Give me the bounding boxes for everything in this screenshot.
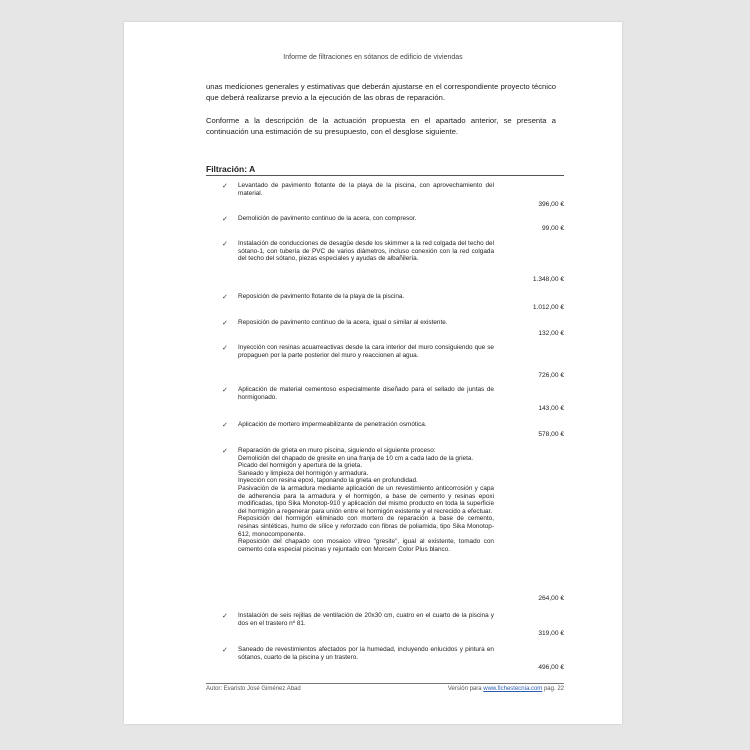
item-price: 1.012,00 € bbox=[532, 304, 564, 311]
item-price: 396,00 € bbox=[538, 201, 564, 208]
item-description: Aplicación de material cementoso especialmente diseñado para el sellado de juntas de hormigonado. bbox=[238, 386, 494, 401]
footer-link[interactable]: www.fichestecnia.com bbox=[483, 686, 543, 692]
item-description: Reposición de pavimento continuo de la acera, igual o similar al existente. bbox=[238, 319, 448, 326]
item-price: 264,00 € bbox=[538, 595, 564, 602]
footer-version-prefix: Versión para bbox=[447, 686, 482, 692]
item-price: 99,00 € bbox=[542, 225, 564, 232]
item-price: 132,00 € bbox=[538, 330, 564, 337]
item-price: 143,00 € bbox=[538, 405, 564, 412]
item-description: Demolición de pavimento continuo de la acera, con compresor. bbox=[238, 215, 417, 222]
body-paragraph-1: unas mediciones generales y estimativas que deberán ajustarse en el correspondiente proyecto técnico que deberá realizarse previo a la ejecución de las obras de reparación. bbox=[206, 82, 556, 102]
item-description: Inyección con resinas acuarreactivas desde la cara interior del muro consiguiendo que se propaguen por la parte posterior del muro y reaccionen al agua. bbox=[238, 344, 494, 359]
item-price: 578,00 € bbox=[538, 431, 564, 438]
checkmark-icon: ✓ bbox=[222, 448, 228, 455]
item-price: 319,00 € bbox=[538, 630, 564, 637]
item-description: Saneado de revestimientos afectados por la humedad, incluyendo enlucidos y pintura en sótanos, cuarto de la piscina y un trastero. bbox=[238, 646, 494, 661]
item-description: Reposición de pavimento flotante de la playa de la piscina. bbox=[238, 293, 405, 300]
footer-version bbox=[448, 686, 564, 692]
footer-page-number: pag. 22 bbox=[543, 686, 564, 692]
body-paragraph-2: Conforme a la descripción de la actuación propuesta en el apartado anterior, se presenta a continuación una estimación de su presupuesto, con el desglose siguiente. bbox=[206, 116, 556, 136]
checkmark-icon: ✓ bbox=[222, 387, 228, 394]
footer-author: Autor: Evaristo José Giménez Abad bbox=[206, 686, 301, 692]
document-page bbox=[124, 22, 622, 724]
item-description: Levantado de pavimento flotante de la playa de la piscina, con aprovechamiento del material. bbox=[238, 182, 494, 197]
checkmark-icon: ✓ bbox=[222, 183, 228, 190]
item-description: Instalación de seis rejillas de ventilación de 20x30 cm, cuatro en el cuarto de la piscina y dos en el trastero nº 81. bbox=[238, 612, 494, 627]
checkmark-icon: ✓ bbox=[222, 320, 228, 327]
item-description: Instalación de conducciones de desagüe desde los skimmer a la red colgada del techo del sótano-1, con tubería de PVC de varios diámetros, incluso conexión con la red colgada del techo del sótano, piezas especiales y ayudas de albañilería. bbox=[238, 240, 494, 263]
item-price: 1.348,00 € bbox=[532, 276, 564, 283]
checkmark-icon: ✓ bbox=[222, 345, 228, 352]
checkmark-icon: ✓ bbox=[222, 647, 228, 654]
checkmark-icon: ✓ bbox=[222, 216, 228, 223]
checkmark-icon: ✓ bbox=[222, 613, 228, 620]
item-description: Reparación de grieta en muro piscina, siguiendo el siguiente proceso: Demolición del chapado de gresite en una franja de 10 cm a cada lado de la grieta. Picado del hormigón y apertura de la grieta. Saneado y limpieza del hormigón y armadura. Inyección con resina epoxi, taponando la grieta en profundidad. Pasivación de la armadura mediante aplicación de un revestimiento anticorrosión y capa de adherencia para la armadura y el hormigón, a base de cemento y resinas epoxi modificadas, tipo Sika Monotop-910 y aplicación del mismo producto en toda la superficie del hormigón a regenerar para unión entre el hormigón existente y el recrecido a efectuar. Reposición del hormigón eliminado con mortero de reparación a base de cemento, resinas sintéticas, humo de sílice y reforzado con fibras de poliamida, tipo Sika Monotop-612, monocomponente. Reposición del chapado con mosaico vítreo "gresite", igual al existente, tomado con cemento cola especial piscinas y rejuntado con Morcem Color Plus blanco. bbox=[238, 447, 494, 553]
section-title: Filtración: A bbox=[206, 164, 564, 176]
checkmark-icon: ✓ bbox=[222, 422, 228, 429]
item-price: 726,00 € bbox=[538, 372, 564, 379]
footer-divider bbox=[206, 683, 564, 684]
checkmark-icon: ✓ bbox=[222, 241, 228, 248]
page-header: Informe de filtraciones en sótanos de edificio de viviendas bbox=[283, 54, 463, 61]
item-description: Aplicación de mortero impermeabilizante de penetración osmótica. bbox=[238, 421, 427, 428]
checkmark-icon: ✓ bbox=[222, 294, 228, 301]
item-price: 496,00 € bbox=[538, 664, 564, 671]
